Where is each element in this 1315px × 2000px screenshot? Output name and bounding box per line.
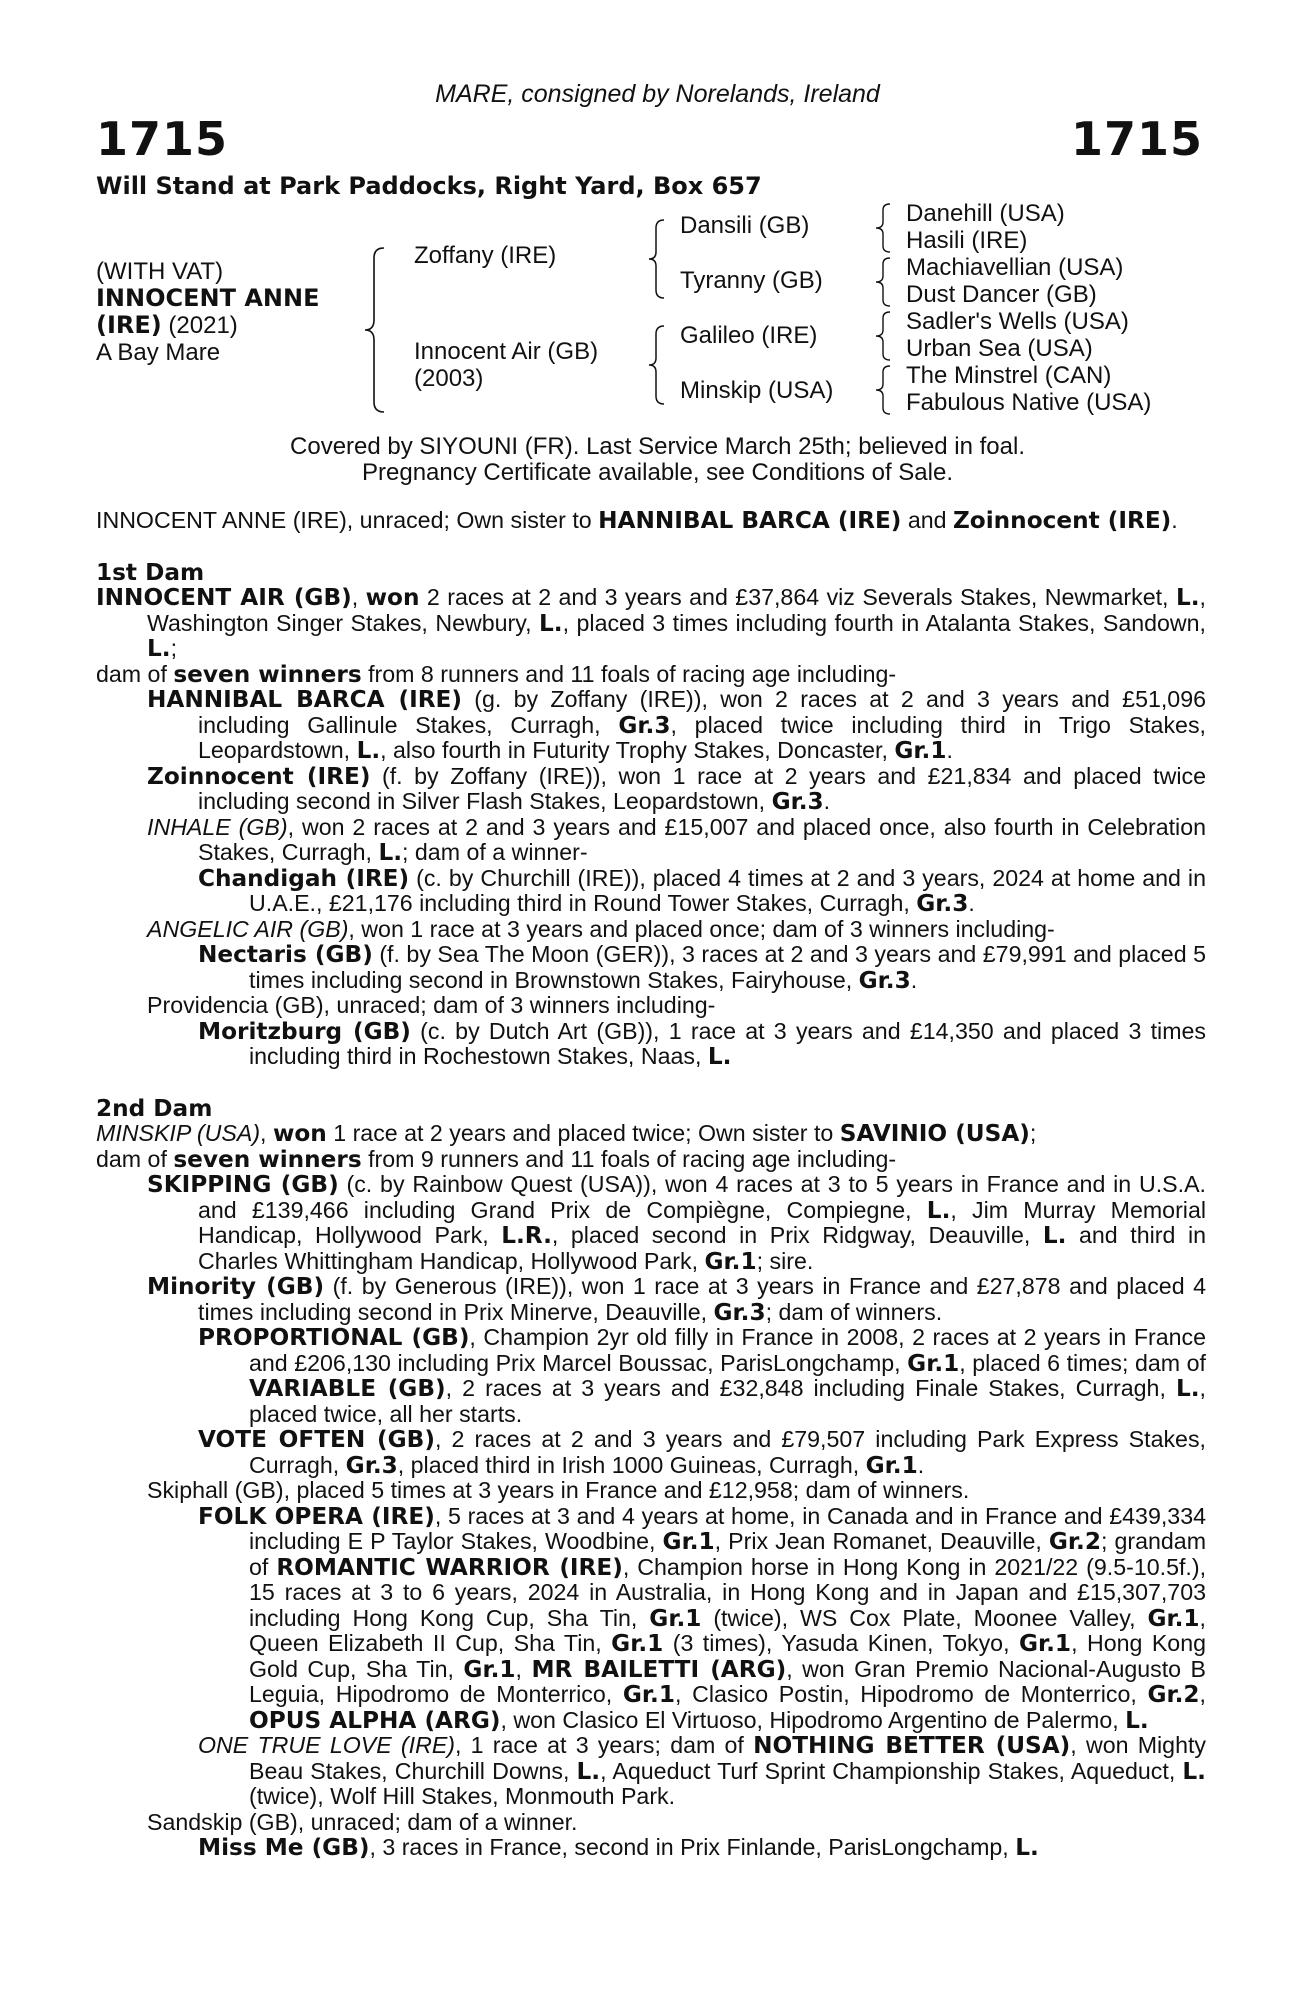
covered-line-1: Covered by SIYOUNI (FR). Last Service March 25th; believed in foal. [290,433,1025,460]
produce-one-true-love: ONE TRUE LOVE (IRE), 1 race at 3 years; dam of NOTHING BETTER (USA), won Mighty Beau Stakes, Churchill Downs, L., Aqueduct Turf Sprint Championship Stakes, Aqueduct, L. (twice), Wolf Hill Stakes, Monmouth Park. [198,1732,1207,1809]
covered-line-2: Pregnancy Certificate available, see Conditions of Sale. [362,459,953,486]
vat-label: (WITH VAT) [96,258,224,285]
gg-brace-4 [872,362,894,418]
first-dam-produce-summary: dam of seven winners from 8 runners and 11 foals of racing age including- [96,660,897,688]
produce-sandskip: Sandskip (GB), unraced; dam of a winner. [147,1808,578,1835]
gg-1: Danehill (USA) [906,200,1065,227]
gg-brace-1 [872,200,894,256]
covered-note [0,434,1315,486]
second-dam-produce-list [147,1172,1206,1861]
produce-inhale: INHALE (GB), won 2 races at 2 and 3 years and £15,007 and placed once, also fourth in Celebration Stakes, Curragh, L.; dam of a winner- [147,813,1206,866]
produce-miss-me: Miss Me (GB), 3 races in France, second in Prix Finlande, ParisLongchamp, L. [198,1834,1039,1861]
gg-7: The Minstrel (CAN) [906,362,1112,389]
second-dam-produce-summary: dam of seven winners from 9 runners and 11 foals of racing age including- [96,1145,897,1173]
sire-parents-brace [646,214,670,304]
gg-5: Sadler's Wells (USA) [906,308,1129,335]
gg-6: Urban Sea (USA) [906,335,1093,362]
gg-2: Hasili (IRE) [906,227,1028,254]
sire-dam: Tyranny (GB) [680,267,823,294]
consignor-line: MARE, consigned by Norelands, Ireland [435,80,880,108]
produce-angelic-air: ANGELIC AIR (GB), won 1 race at 3 years and placed once; dam of 3 winners including- [147,915,1055,942]
produce-proportional: PROPORTIONAL (GB), Champion 2yr old filly in France in 2008, 2 races at 2 years in France and £206,130 including Prix Marcel Boussac, ParisLongchamp, Gr.1, placed 6 times; dam of VARIABLE (GB), 2 races at 3 years and £32,848 including Finale Stakes, Curragh, L., placed twice, all her starts. [198,1324,1206,1427]
sire-sire: Dansili (GB) [680,212,810,239]
dam-sire: Galileo (IRE) [680,322,818,349]
horse-origin-year: (IRE) (2021) [96,311,238,339]
parents-brace [362,240,392,420]
sire-name: Zoffany (IRE) [414,242,557,269]
second-dam-heading: 2nd Dam [96,1094,213,1122]
stand-location: Will Stand at Park Paddocks, Right Yard, Box 657 [96,172,762,200]
produce-minority: Minority (GB) (f. by Generous (IRE)), won 1 race at 3 years in France and £27,878 and placed 4 times including second in Prix Minerve, Deauville, Gr.3; dam of winners. [147,1273,1206,1326]
gg-3: Machiavellian (USA) [906,254,1124,281]
first-dam-produce-list [147,687,1206,1070]
lot-number-left: 1715 [96,112,229,166]
dam-dam: Minskip (USA) [680,377,834,404]
dam-year: (2003) [414,365,484,392]
gg-brace-3 [872,308,894,364]
horse-description: A Bay Mare [96,339,221,366]
produce-hannibal-barca: HANNIBAL BARCA (IRE) (g. by Zoffany (IRE)), won 2 races at 2 and 3 years and £51,096 including Gallinule Stakes, Curragh, Gr.3, placed twice including third in Trigo Stakes, Leopardstown, L., also fourth in Futurity Trophy Stakes, Doncaster, Gr.1. [147,686,1206,764]
horse-name: INNOCENT ANNE [96,284,320,312]
first-dam-heading: 1st Dam [96,558,205,586]
second-dam-record: MINSKIP (USA), won 1 race at 2 years and placed twice; Own sister to SAVINIO (USA); [96,1120,1037,1147]
dam-name: Innocent Air (GB) [414,338,599,365]
first-dam-record: INNOCENT AIR (GB), won 2 races at 2 and 3 years and £37,864 viz Severals Stakes, Newmarket, L., Washington Singer Stakes, Newbury, L., placed 3 times including fourth in Atalanta Stakes, Sandown, L.; [96,584,1206,662]
produce-moritzburg: Moritzburg (GB) (c. by Dutch Art (GB)), 1 race at 3 years and £14,350 and placed 3 times including third in Rochestown Stakes, Naas, L. [198,1017,1206,1070]
produce-folk-opera: FOLK OPERA (IRE), 5 races at 3 and 4 years at home, in Canada and in France and £439,334 including E P Taylor Stakes, Woodbine, Gr.1, Prix Jean Romanet, Deauville, Gr.2; grandam of ROMANTIC WARRIOR (IRE), Champion horse in Hong Kong in 2021/22 (9.5-10.5f.), 15 races at 3 to 6 years, 2024 in Australia, in Hong Kong and in Japan and £15,307,703 including Hong Kong Cup, Sha Tin, Gr.1 (twice), WS Cox Plate, Moonee Valley, Gr.1, Queen Elizabeth II Cup, Sha Tin, Gr.1 (3 times), Yasuda Kinen, Tokyo, Gr.1, Hong Kong Gold Cup, Sha Tin, Gr.1, MR BAILETTI (ARG), won Gran Premio Nacional-Augusto B Leguia, Hipodromo de Monterrico, Gr.1, Clasico Postin, Hipodromo de Monterrico, Gr.2, OPUS ALPHA (ARG), won Clasico El Virtuoso, Hipodromo Argentino de Palermo, L. [198,1502,1207,1734]
gg-brace-2 [872,254,894,310]
intro-paragraph: INNOCENT ANNE (IRE), unraced; Own sister to HANNIBAL BARCA (IRE) and Zoinnocent (IRE). [96,507,1178,534]
gg-8: Fabulous Native (USA) [906,389,1152,416]
dam-parents-brace [646,320,670,410]
produce-skipping: SKIPPING (GB) (c. by Rainbow Quest (USA)), won 4 races at 3 to 5 years in France and in U.S.A. and £139,466 including Grand Prix de Compiègne, Compiegne, L., Jim Murray Memorial Handicap, Hollywood Park, L.R., placed second in Prix Ridgway, Deauville, L. and third in Charles Whittingham Handicap, Hollywood Park, Gr.1; sire. [147,1171,1206,1275]
produce-zoinnocent: Zoinnocent (IRE) (f. by Zoffany (IRE)), won 1 race at 2 years and £21,834 and placed twice including second in Silver Flash Stakes, Leopardstown, Gr.3. [147,762,1206,815]
lot-number-right: 1715 [1070,112,1203,166]
gg-4: Dust Dancer (GB) [906,281,1097,308]
produce-chandigah: Chandigah (IRE) (c. by Churchill (IRE)), placed 4 times at 2 and 3 years, 2024 at home and in U.A.E., £21,176 including third in Round Tower Stakes, Curragh, Gr.3. [198,864,1206,917]
produce-providencia: Providencia (GB), unraced; dam of 3 winners including- [147,992,716,1018]
produce-skiphall: Skiphall (GB), placed 5 times at 3 years in France and £12,958; dam of winners. [147,1477,970,1503]
catalogue-body [96,508,1206,1861]
produce-vote-often: VOTE OFTEN (GB), 2 races at 2 and 3 years and £79,507 including Park Express Stakes, Curragh, Gr.3, placed third in Irish 1000 Guineas, Curragh, Gr.1. [198,1426,1206,1479]
produce-nectaris: Nectaris (GB) (f. by Sea The Moon (GER)), 3 races at 2 and 3 years and £79,991 and placed 5 times including second in Brownstown Stakes, Fairyhouse, Gr.3. [198,941,1206,994]
